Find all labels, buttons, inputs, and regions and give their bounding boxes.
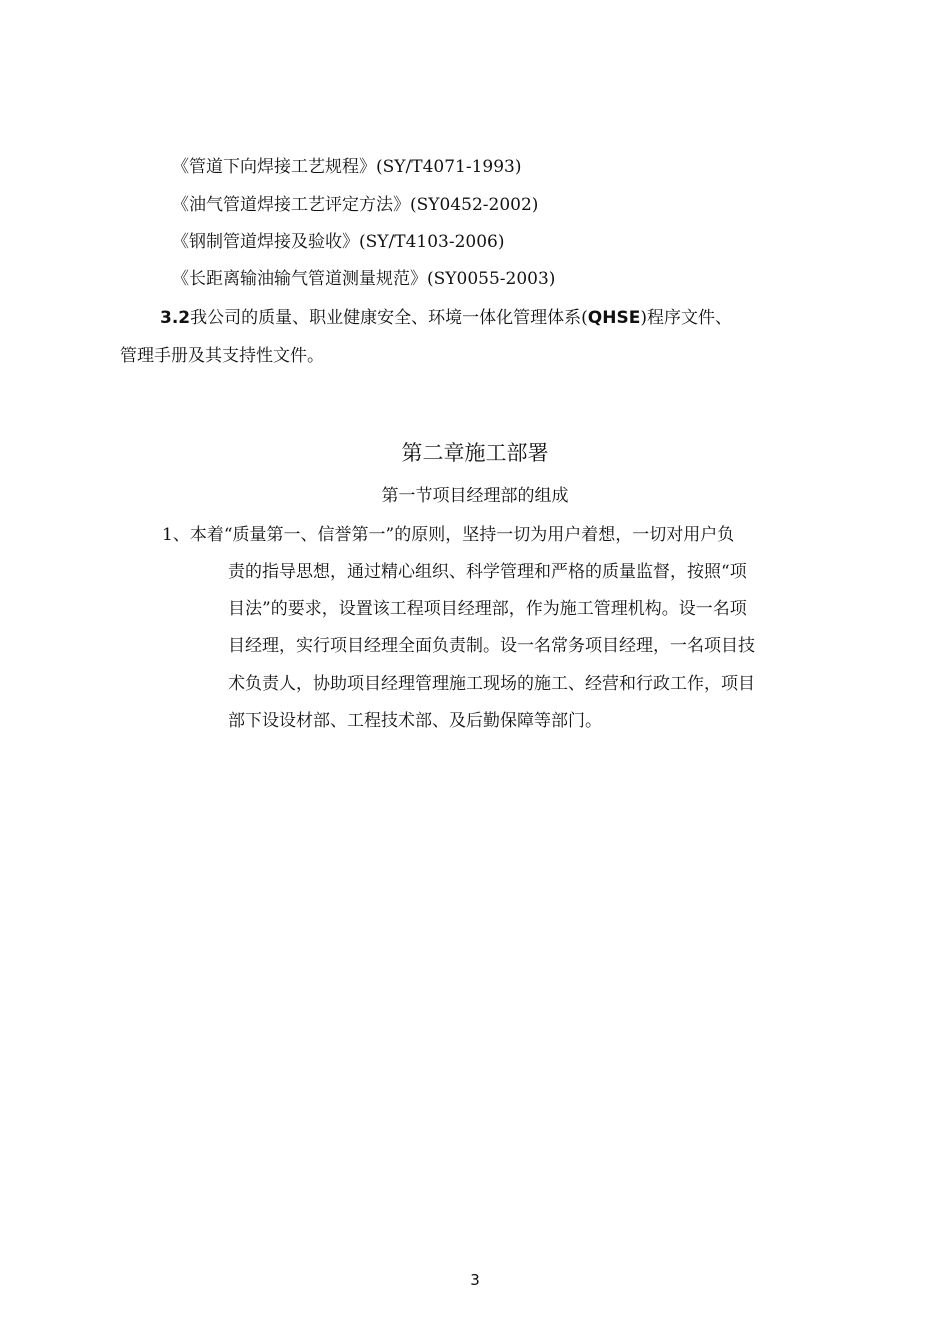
page-number: 3 [470,1271,480,1289]
standard-line-2: 《油气管道焊接工艺评定方法》(SY0452-2002) [172,195,539,215]
item-1-first-line: 1、本着“质量第一、信誉第一”的原则，坚持一切为用户着想，一切对用户负 [162,525,735,545]
standard-line-4: 《长距离输油输气管道测量规范》(SY0055-2003) [172,269,556,289]
clause-text-a: 我公司的质量、职业健康安全、环境一体化管理体系( [190,308,588,328]
item-1-line-5: 术负责人，协助项目经理管理施工现场的施工、经营和行政工作，项目 [228,674,755,694]
section-title: 第一节项目经理部的组成 [381,486,569,506]
clause-3-2-line-2: 管理手册及其支持性文件。 [120,346,324,366]
item-1-line-2: 责的指导思想，通过精心组织、科学管理和严格的质量监督，按照“项 [228,562,747,582]
clause-qhse: QHSE [587,308,641,328]
clause-text-b: )程序文件、 [640,308,732,328]
clause-number: 3.2 [160,308,191,328]
chapter-title: 第二章施工部署 [401,441,549,465]
clause-3-2-line-1 [160,307,732,329]
item-1-line-3: 目法”的要求，设置该工程项目经理部，作为施工管理机构。设一名项 [228,599,747,619]
item-1-line-6: 部下设设材部、工程技术部、及后勤保障等部门。 [228,711,602,731]
standard-line-3: 《钢制管道焊接及验收》(SY/T4103-2006) [172,232,505,252]
standard-line-1: 《管道下向焊接工艺规程》(SY/T4071-1993) [172,157,522,177]
item-1-line-4: 目经理，实行项目经理全面负责制。设一名常务项目经理，一名项目技 [228,636,755,656]
